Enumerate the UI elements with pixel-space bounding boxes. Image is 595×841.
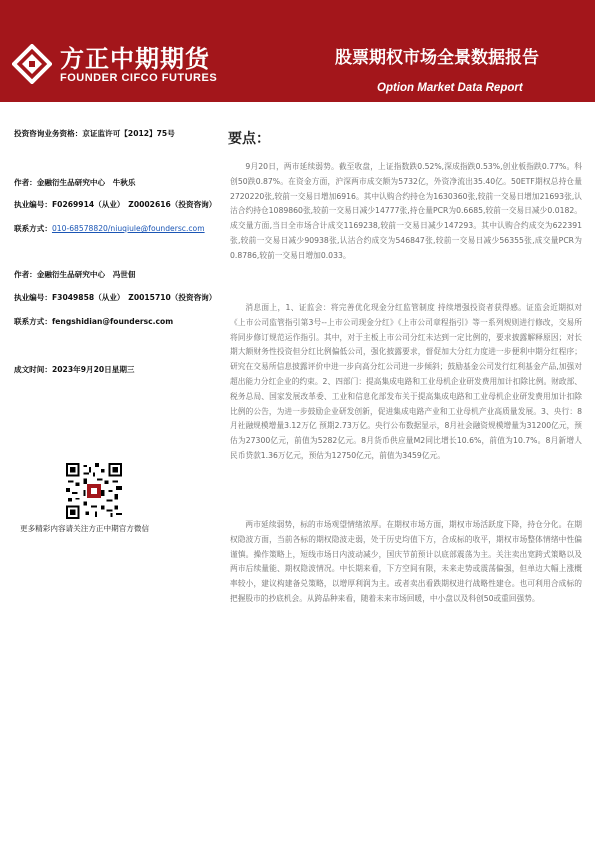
license-info: 投资咨询业务资格：京证监许可【2012】75号 xyxy=(14,129,175,138)
author2-contact xyxy=(14,316,173,327)
author2-license: 执业编号：F3049858（从业） Z0015710（投资咨询） xyxy=(14,293,217,302)
author2-contact-label: 联系方式： xyxy=(14,317,52,326)
report-date: 成文时间：2023年9月20日星期三 xyxy=(14,365,135,374)
paragraph-strategy: 两市延续弱势，标的市场观望情绪浓厚。在期权市场方面，期权市场活跃度下降，持仓分化。在期权隐波方面，当前各标的期权隐波走弱，处于历史均值下方，合成标的收平，期权市场整体情绪中性偏谨慎。操作策略上，短线市场日内波动减少，国庆节前预计以底部震荡为主。关注卖出宽跨式策略以及两市后续量能、期权隐波情况。中长期来看，下方空间有限，未来走势或震荡偏强，但单边大幅上涨概率较小，建议构建备兑策略，以增厚利润为主。或者卖出看跌期权进行战略性建仓。也可利用合成标的把握股市的抄底机会。从跨品种来看，随着未来市场回暖，中小盘以及科创50或重回强势。 xyxy=(230,520,582,603)
report-title: 股票期权市场全景数据报告 xyxy=(335,48,539,68)
report-header xyxy=(0,0,595,102)
company-name-en: FOUNDER CIFCO FUTURES xyxy=(60,72,218,84)
wechat-qr-code-icon xyxy=(66,463,122,519)
author1-contact-label: 联系方式： xyxy=(14,224,52,233)
paragraph-market-summary: 9月20日，两市延续弱势。截至收盘，上证指数跌0.52%,深成指跌0.53%,创业板指跌0.77%。科创50跌0.87%。在资金方面，沪深两市成交额为5732亿，外资净流出35.40亿。50ETF期权总持仓量2720220张,较前一交易日增加6916。其中认购合约持仓为1630360张,较前一交易日增加21693张,认沽合约持仓1089860张,较前一交易日减少14777张,持仓量PCR为0.6685,较前一交易日减少0.0182。成交量方面,当日全市场合计成交1169238,较前一交易日减少147293。其中认购合约成交为622391张,较前一交易日减少90938张,认沽合约成交为546847张,较前一交易日减少56355张,成交量PCR为0.8786,较前一交易日增加0.033。 xyxy=(230,162,582,260)
author1-license: 执业编号：F0269914（从业） Z0002616（投资咨询） xyxy=(14,200,217,209)
author1-contact xyxy=(14,223,205,234)
paragraph-news: 消息面上，1、证监会：将完善优化现金分红监管制度 持续增强投资者获得感。证监会近期拟对《上市公司监管指引第3号--上市公司现金分红》《上市公司章程指引》等一系列规则进行修改，交易所将同步修订规范运作指引。其中，对于主板上市公司分红未达到一定比例的，要求披露解释原因；对长期大额财务性投资但分红比例偏低公司，强化披露要求，督促加大分红力度进一步便利中期分红程序；研究在交易所信息披露评价中进一步向高分红公司进一步倾斜；鼓励基金公司发行红利基金产品,加强对超出能力分红企业的约束。2、四部门：提高集成电路和工业母机企业研发费用加计扣除比例。财政部、税务总局、国家发展改革委、工业和信息化部发布关于提高集成电路和工业母机企业研发费用加计扣除比例的公告，为进一步鼓励企业研发创新，促进集成电路产业和工业母机产业高质量发展。3、央行：8月社融规模增量3.12万亿 预期2.73万亿。央行公布数据显示，8月社会融资规模增量为31200亿元，预估为27300亿元，前值为5282亿元。8月货币供应量M2同比增长10.6%，前值为10.7%。8月新增人民币贷款1.36万亿元，预估为12750亿元，前值为3459亿元。 xyxy=(230,303,582,460)
author2-name: 作者：金融衍生品研究中心 冯世佃 xyxy=(14,270,136,279)
author1-name: 作者：金融衍生品研究中心 牛秋乐 xyxy=(14,178,136,187)
author1-contact-link[interactable]: 010-68578820/niuqiule@foundersc.com xyxy=(51,224,205,233)
company-name-cn: 方正中期期货 xyxy=(60,45,210,73)
report-subtitle: Option Market Data Report xyxy=(377,82,523,94)
author2-contact-value: fengshidian@foundersc.com xyxy=(51,317,174,326)
qr-caption: 更多精彩内容请关注方正中期官方微信 xyxy=(20,524,150,533)
section-title: 要点： xyxy=(228,131,270,147)
founder-logo-icon xyxy=(12,44,52,84)
